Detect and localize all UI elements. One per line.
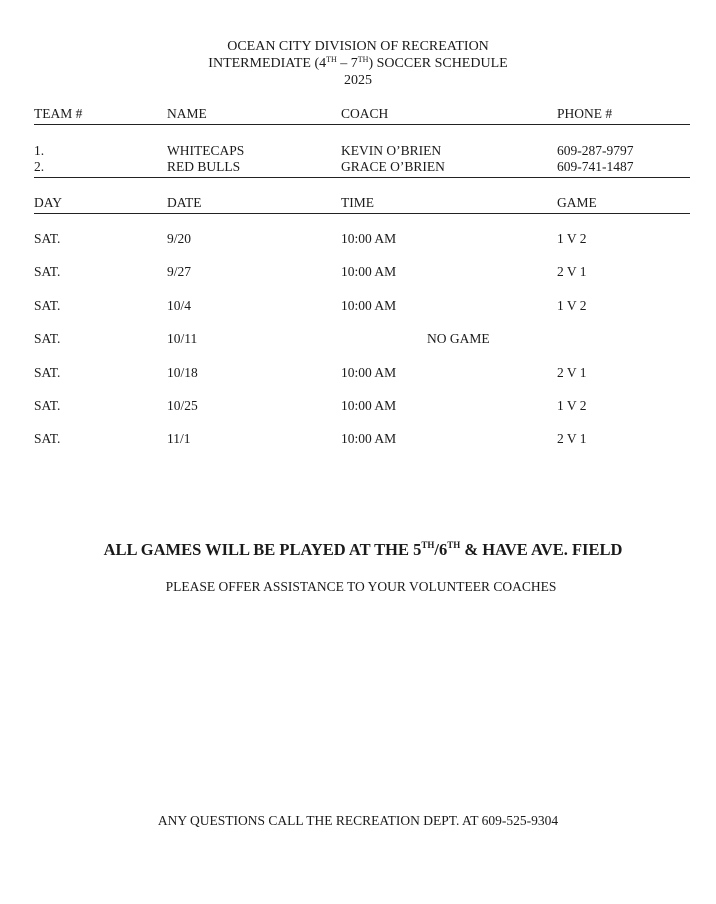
schedule-day: SAT.	[34, 264, 61, 279]
schedule-time: 10:00 AM	[341, 398, 397, 413]
schedule-date: 10/11	[167, 331, 198, 346]
schedule-title-sup-2: TH	[357, 55, 369, 64]
schedule-game: 1 V 2	[557, 398, 587, 413]
teams-header-team: TEAM #	[34, 106, 83, 121]
schedule-day: SAT.	[34, 398, 61, 413]
team-phone: 609-287-9797	[557, 143, 634, 158]
schedule-game: 1 V 2	[557, 231, 587, 246]
schedule-time: 10:00 AM	[341, 231, 397, 246]
schedule-time: 10:00 AM	[341, 431, 397, 446]
field-notice-suffix: & HAVE AVE. FIELD	[460, 540, 623, 559]
schedule-day: SAT.	[34, 365, 61, 380]
team-coach: KEVIN O’BRIEN	[341, 143, 442, 158]
schedule-title-suffix: ) SOCCER SCHEDULE	[368, 56, 508, 71]
schedule-header-time: TIME	[341, 195, 374, 210]
field-notice	[5, 540, 716, 560]
schedule-header-game: GAME	[557, 195, 597, 210]
schedule-title-prefix: INTERMEDIATE (4	[208, 56, 327, 71]
schedule-game: 2 V 1	[557, 365, 587, 380]
schedule-title-mid: – 7	[336, 56, 358, 71]
contact-note: ANY QUESTIONS CALL THE RECREATION DEPT. AT 609-525-9304	[157, 813, 559, 828]
schedule-title	[0, 56, 716, 73]
teams-header-phone: PHONE #	[557, 106, 613, 121]
team-coach: GRACE O’BRIEN	[341, 159, 445, 174]
teams-header-name: NAME	[167, 106, 207, 121]
schedule-date: 10/25	[167, 398, 198, 413]
schedule-time: 10:00 AM	[341, 298, 397, 313]
schedule-game: 1 V 2	[557, 298, 587, 313]
schedule-time: 10:00 AM	[341, 365, 397, 380]
teams-header-coach: COACH	[341, 106, 389, 121]
schedule-game: 2 V 1	[557, 431, 587, 446]
schedule-day: SAT.	[34, 231, 61, 246]
schedule-day: SAT.	[34, 431, 61, 446]
schedule-title-sup-1: TH	[326, 55, 337, 64]
teams-header-divider	[34, 124, 690, 125]
field-notice-mid: /6	[434, 540, 448, 559]
team-name: RED BULLS	[167, 159, 241, 174]
team-name: WHITECAPS	[167, 143, 245, 158]
schedule-date: 9/20	[167, 231, 192, 246]
field-notice-prefix: ALL GAMES WILL BE PLAYED AT THE 5	[103, 540, 422, 559]
schedule-header-divider	[34, 213, 690, 214]
schedule-date: 9/27	[167, 264, 192, 279]
schedule-header-day: DAY	[34, 195, 63, 210]
schedule-header-date: DATE	[167, 195, 202, 210]
assistance-note: PLEASE OFFER ASSISTANCE TO YOUR VOLUNTEER COACHES	[165, 579, 557, 594]
schedule-time: 10:00 AM	[341, 264, 397, 279]
field-notice-sup-1: TH	[421, 540, 435, 550]
schedule-day: SAT.	[34, 331, 61, 346]
team-number: 2.	[34, 159, 45, 174]
team-number: 1.	[34, 143, 45, 158]
schedule-date: 10/18	[167, 365, 198, 380]
schedule-game: 2 V 1	[557, 264, 587, 279]
schedule-day: SAT.	[34, 298, 61, 313]
schedule-date: 11/1	[167, 431, 191, 446]
no-game-note: NO GAME	[427, 331, 490, 346]
field-notice-sup-2: TH	[447, 540, 461, 550]
schedule-year: 2025	[344, 73, 372, 88]
schedule-date: 10/4	[167, 298, 192, 313]
org-title: OCEAN CITY DIVISION OF RECREATION	[227, 39, 489, 54]
teams-table-divider	[34, 177, 690, 178]
team-phone: 609-741-1487	[557, 159, 634, 174]
